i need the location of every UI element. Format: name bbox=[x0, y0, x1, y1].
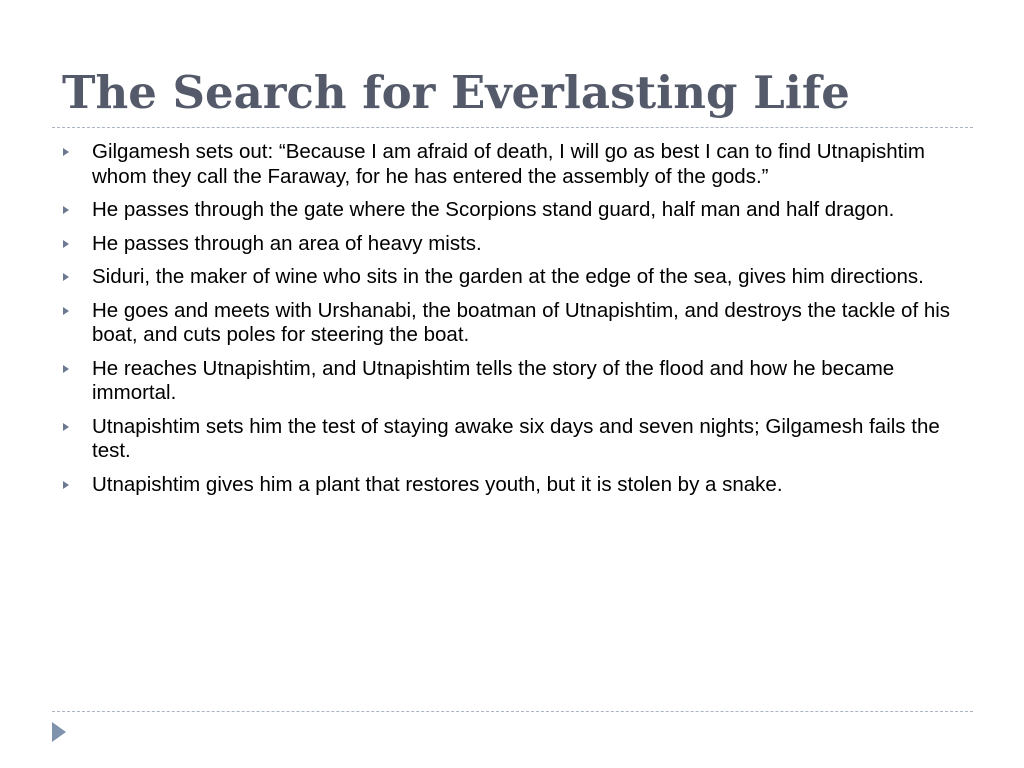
slide-title: The Search for Everlasting Life bbox=[62, 66, 850, 119]
bullet-item bbox=[62, 140, 962, 189]
bullet-text: He goes and meets with Urshanabi, the boatman of Utnapishtim, and destroys the tackle of his boat, and cuts poles for steering the boat. bbox=[92, 298, 951, 346]
bullet-arrow-icon bbox=[63, 148, 69, 156]
bullet-text: Utnapishtim sets him the test of staying awake six days and seven nights; Gilgamesh fails the test. bbox=[92, 414, 940, 462]
footer-divider bbox=[52, 711, 973, 712]
bullet-item bbox=[62, 415, 962, 464]
bullet-list bbox=[62, 140, 962, 506]
bullet-text: Gilgamesh sets out: “Because I am afraid of death, I will go as best I can to find Utnapishtim whom they call the Faraway, for he has entered the assembly of the gods.” bbox=[92, 140, 925, 188]
bullet-item bbox=[62, 299, 962, 348]
bullet-item bbox=[62, 198, 962, 223]
bullet-text: He passes through the gate where the Scorpions stand guard, half man and half dragon. bbox=[92, 198, 895, 221]
corner-triangle-icon bbox=[52, 722, 66, 742]
bullet-text: Utnapishtim gives him a plant that restores youth, but it is stolen by a snake. bbox=[92, 472, 783, 496]
bullet-arrow-icon bbox=[63, 240, 69, 248]
bullet-item bbox=[62, 232, 962, 257]
bullet-item bbox=[62, 473, 962, 498]
bullet-arrow-icon bbox=[63, 206, 69, 214]
bullet-text: He reaches Utnapishtim, and Utnapishtim tells the story of the flood and how he became immortal. bbox=[92, 356, 895, 404]
bullet-item bbox=[62, 265, 962, 290]
bullet-arrow-icon bbox=[63, 481, 69, 489]
bullet-arrow-icon bbox=[63, 365, 69, 373]
bullet-text: He passes through an area of heavy mists. bbox=[92, 231, 482, 255]
bullet-text: Siduri, the maker of wine who sits in the garden at the edge of the sea, gives him directions. bbox=[92, 265, 924, 288]
bullet-item bbox=[62, 357, 962, 406]
bullet-arrow-icon bbox=[63, 307, 69, 315]
bullet-arrow-icon bbox=[63, 423, 69, 431]
title-divider bbox=[52, 127, 973, 128]
bullet-arrow-icon bbox=[63, 273, 69, 281]
